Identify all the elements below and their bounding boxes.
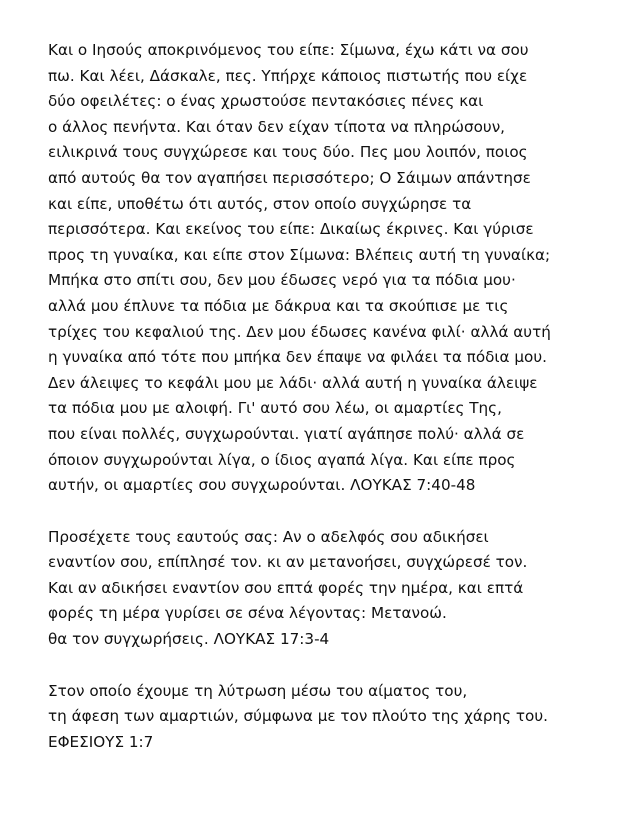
text-line: αλλά μου έπλυνε τα πόδια με δάκρυα και τα σκούπισε με τις <box>48 296 509 315</box>
text-line: όποιον συγχωρούνται λίγα, ο ίδιος αγαπά λίγα. Και είπε προς <box>48 450 516 469</box>
text-line: θα τον συγχωρήσεις. ΛΟΥΚΑΣ 17:3-4 <box>48 630 330 649</box>
text-line: τα πόδια μου με αλοιφή. Γι' αυτό σου λέω, οι αμαρτίες Της, <box>48 399 502 418</box>
text-line: τη άφεση των αμαρτιών, σύμφωνα με τον πλούτο της χάρης του. <box>48 707 548 726</box>
paragraph-ephesians-1 <box>48 679 628 756</box>
text-line: Μπήκα στο σπίτι σου, δεν μου έδωσες νερό για τα πόδια μου· <box>48 271 516 290</box>
text-line: ειλικρινά τους συγχώρεσε και τους δύο. Πες μου λοιπόν, ποιος <box>48 143 528 162</box>
text-line: περισσότερα. Και εκείνος του είπε: Δικαίως έκρινες. Και γύρισε <box>48 220 534 239</box>
text-line: αυτήν, οι αμαρτίες σου συγχωρούνται. ΛΟΥΚΑΣ 7:40-48 <box>48 476 476 495</box>
text-line: Στον οποίο έχουμε τη λύτρωση μέσω του αίματος του, <box>48 681 468 700</box>
text-line: Και ο Ιησούς αποκρινόμενος του είπε: Σίμωνα, έχω κάτι να σου <box>48 41 529 59</box>
text-line: δύο οφειλέτες: ο ένας χρωστούσε πεντακόσιες πένες και <box>48 92 484 111</box>
text-line: και είπε, υποθέτω ότι αυτός, στον οποίο συγχώρησε τα <box>48 194 472 213</box>
text-line: ο άλλος πενήντα. Και όταν δεν είχαν τίποτα να πληρώσουν, <box>48 117 506 136</box>
text-line: Προσέχετε τους εαυτούς σας: Αν ο αδελφός σου αδικήσει <box>48 527 489 546</box>
text-line: τρίχες του κεφαλιού της. Δεν μου έδωσες κανένα φιλί· αλλά αυτή <box>48 322 551 341</box>
text-line: πω. Και λέει, Δάσκαλε, πες. Υπήρχε κάποιος πιστωτής που είχε <box>48 66 528 85</box>
document-page <box>48 38 628 781</box>
text-line: εναντίον σου, επίπλησέ τον. κι αν μετανοήσει, συγχώρεσέ τον. <box>48 553 528 572</box>
text-line: από αυτούς θα τον αγαπήσει περισσότερο; Ο Σάιμων απάντησε <box>48 168 531 187</box>
text-line: η γυναίκα από τότε που μπήκα δεν έπαψε να φιλάει τα πόδια μου. <box>48 348 547 367</box>
text-line: Δεν άλειψες το κεφάλι μου με λάδι· αλλά αυτή η γυναίκα άλειψε <box>48 373 538 392</box>
text-line: ΕΦΕΣΙΟΥΣ 1:7 <box>48 732 154 751</box>
text-line: που είναι πολλές, συγχωρούνται. γιατί αγάπησε πολύ· αλλά σε <box>48 424 525 443</box>
text-line: φορές τη μέρα γυρίσει σε σένα λέγοντας: Μετανοώ. <box>48 604 447 623</box>
paragraph-luke-7 <box>48 38 628 499</box>
paragraph-luke-17 <box>48 525 628 653</box>
text-line: Και αν αδικήσει εναντίον σου επτά φορές την ημέρα, και επτά <box>48 578 524 597</box>
text-line: προς τη γυναίκα, και είπε στον Σίμωνα: Βλέπεις αυτή τη γυναίκα; <box>48 245 551 264</box>
